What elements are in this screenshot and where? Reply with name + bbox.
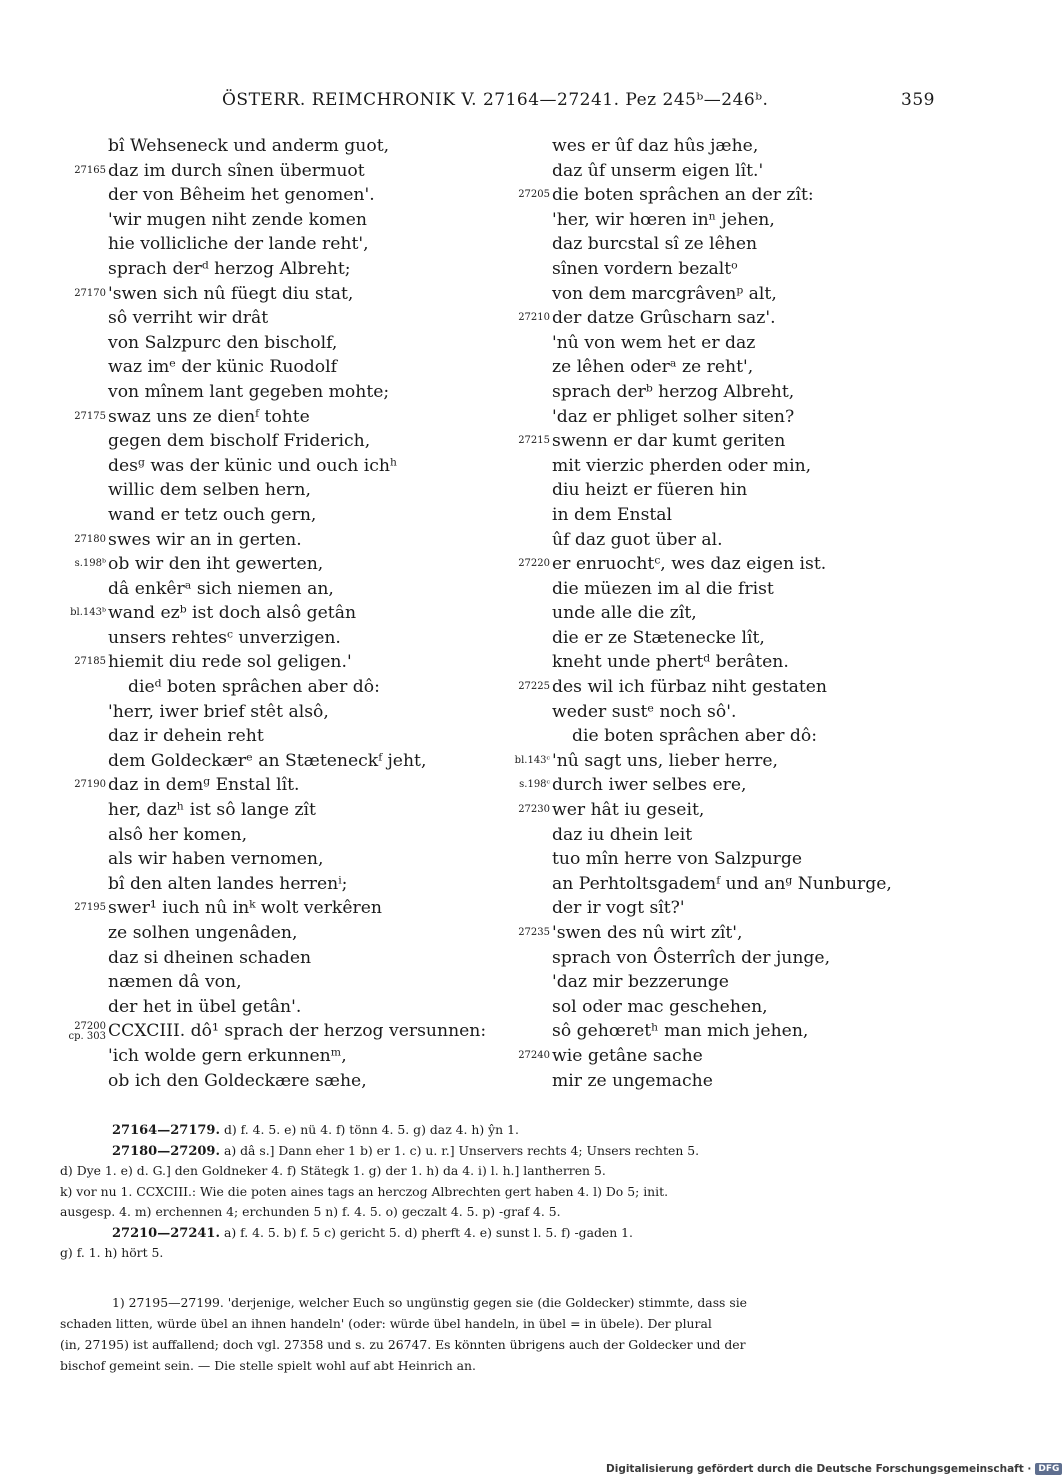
verse-text: wand ezᵇ ist doch alsô getân <box>108 603 357 624</box>
verse-text: an Perhtoltsgademᶠ und anᵍ Nunburge, <box>552 873 892 894</box>
verse-text: die boten sprâchen aber dô: <box>572 726 818 747</box>
verse-line <box>30 306 460 331</box>
verse-line <box>30 528 460 553</box>
verse-line <box>30 872 460 897</box>
verse-line <box>498 503 928 528</box>
verse-text: dieᵈ boten sprâchen aber dô: <box>128 677 380 698</box>
apparatus-text: a) dâ s.] Dann eher 1 b) er 1. c) u. r.] Unservers rechts 4; Unsers rechten 5. <box>223 1142 700 1158</box>
verse-text: ûf daz guot über al. <box>552 529 723 550</box>
verse-line <box>498 577 928 602</box>
funding-text: Digitalisierung gefördert durch die Deutsche Forschungsgemeinschaft · <box>606 1463 1032 1475</box>
verse-text: 'daz er phliget solher siten? <box>552 406 795 427</box>
verse-text: sprach derᵇ herzog Albreht, <box>552 381 795 402</box>
verse-text: sprach derᵈ herzog Albreht; <box>108 258 351 279</box>
verse-text: weder sustᵉ noch sô'. <box>552 701 737 722</box>
verse-text: swes wir an in gerten. <box>108 529 302 550</box>
verse-line <box>30 405 460 430</box>
verse-text: wer hât iu geseit, <box>552 800 705 821</box>
verse-line <box>498 134 928 159</box>
verse-line <box>30 282 460 307</box>
verse-text: næmen dâ von, <box>108 972 242 993</box>
verse-line <box>498 429 928 454</box>
verse-text: 'nû sagt uns, lieber herre, <box>552 750 778 771</box>
verse-text: die boten sprâchen an der zît: <box>552 185 814 206</box>
verse-line <box>498 650 928 675</box>
funding-note <box>606 1463 1060 1481</box>
dfg-logo-icon: DFG <box>1035 1463 1062 1475</box>
verse-line <box>498 552 928 577</box>
verse-text: bî den alten landes herrenⁱ; <box>108 873 348 894</box>
verse-line-number: 27165 <box>74 164 106 176</box>
verse-text: von mînem lant gegeben mohte; <box>108 381 390 402</box>
verse-line-number: 27205 <box>518 189 550 201</box>
apparatus-range-label: 27210—27241. <box>112 1225 220 1241</box>
verse-line <box>498 380 928 405</box>
verse-text: von dem marcgrâvenᵖ alt, <box>552 283 777 304</box>
apparatus-text: k) vor nu 1. CCXCIII.: Wie die poten aines tags an herczog Albrechten gert haben 4. l) Do 5; init. <box>60 1183 669 1199</box>
verse-line-number: 27190 <box>74 779 106 791</box>
verse-text: unde alle die zît, <box>552 603 697 624</box>
verse-line <box>498 675 928 700</box>
verse-line-number: bl.143ᵇ <box>70 607 106 619</box>
verse-line <box>498 232 928 257</box>
footnote <box>60 1292 930 1376</box>
verse-text: hie vollicliche der lande reht', <box>108 234 369 255</box>
verse-text: daz ir dehein reht <box>108 726 264 747</box>
verse-line <box>498 872 928 897</box>
apparatus-text: g) f. 1. h) hört 5. <box>60 1245 164 1260</box>
verse-line-number: 27170 <box>74 287 106 299</box>
verse-line <box>498 1019 928 1044</box>
verse-text: willic dem selben hern, <box>108 480 311 501</box>
verse-text: durch iwer selbes ere, <box>552 775 747 796</box>
verse-text: swenn er dar kumt geriten <box>552 431 786 452</box>
footnote-line: (in, 27195) ist auffallend; doch vgl. 27358 und s. zu 26747. Es könnten übrigens auch der Goldecker und der <box>60 1337 746 1352</box>
verse-line <box>498 454 928 479</box>
verse-text: 'swen des nû wirt zît', <box>552 923 743 943</box>
verse-text: der datze Grûscharn saz'. <box>552 308 776 329</box>
verse-line-number: 27235 <box>518 927 550 938</box>
verse-line <box>30 773 460 798</box>
verse-line-number: 27230 <box>518 804 550 816</box>
verse-text: ze solhen ungenâden, <box>108 923 298 943</box>
verse-text: in dem Enstal <box>552 504 673 525</box>
verse-line-number: 27220 <box>518 558 550 570</box>
verse-line <box>30 355 460 380</box>
verse-text: daz im durch sînen übermuot <box>108 160 365 181</box>
verse-line <box>498 159 928 184</box>
verse-text: er enruochtᶜ, wes daz eigen ist. <box>552 554 827 575</box>
verse-line <box>498 331 928 356</box>
page-number: 359 <box>901 90 935 110</box>
verse-text: swaz uns ze dienᶠ tohte <box>108 406 310 427</box>
verse-line-number: 27240 <box>518 1049 550 1061</box>
verse-text: gegen dem bischolf Friderich, <box>108 431 371 452</box>
verse-line-number: 27215 <box>518 435 550 447</box>
verse-line <box>30 380 460 405</box>
apparatus-line <box>60 1223 930 1244</box>
verse-line <box>498 208 928 233</box>
verse-text: von Salzpurc den bischolf, <box>108 332 338 353</box>
verse-text: der von Bêheim het genomen'. <box>108 185 375 206</box>
verse-text: daz iu dhein leit <box>552 824 693 845</box>
verse-text: hiemit diu rede sol geligen.' <box>108 652 352 673</box>
verse-text: ob ich den Goldeckære sæhe, <box>108 1070 367 1091</box>
verse-line <box>30 577 460 602</box>
apparatus-line <box>60 1120 930 1141</box>
critical-apparatus <box>60 1120 930 1264</box>
verse-line <box>498 282 928 307</box>
verse-text: 'her, wir hœren inⁿ jehen, <box>552 209 775 230</box>
verse-line <box>498 626 928 651</box>
verse-line <box>498 355 928 380</box>
verse-line <box>30 675 460 700</box>
verse-text: her, dazʰ ist sô lange zît <box>108 800 316 821</box>
verse-line <box>30 946 460 971</box>
verse-line <box>30 700 460 725</box>
verse-text: kneht unde phertᵈ berâten. <box>552 652 789 673</box>
verse-line <box>30 429 460 454</box>
verse-text: sô verriht wir drât <box>108 308 269 329</box>
apparatus-text: d) f. 4. 5. e) nü 4. f) tönn 4. 5. g) daz 4. h) ŷn 1. <box>223 1122 519 1137</box>
verse-text: swer¹ iuch nû inᵏ wolt verkêren <box>108 898 382 919</box>
right-verse-column <box>498 134 928 1093</box>
running-header <box>60 90 935 114</box>
verse-line <box>30 1019 487 1044</box>
verse-text: mit vierzic pherden oder min, <box>552 455 812 476</box>
verse-line <box>30 724 460 749</box>
verse-text: daz ûf unserm eigen lît.' <box>552 160 764 181</box>
apparatus-line <box>60 1243 930 1264</box>
verse-line <box>30 1044 460 1069</box>
footnote-line: bischof gemeint sein. — Die stelle spielt wohl auf abt Heinrich an. <box>60 1358 476 1373</box>
verse-text: der het in übel getân'. <box>108 996 302 1017</box>
verse-text: ob wir den iht gewerten, <box>108 554 324 575</box>
verse-line <box>30 749 460 774</box>
verse-text: als wir haben vernomen, <box>108 849 324 870</box>
verse-line <box>30 183 460 208</box>
apparatus-text: ausgesp. 4. m) erchennen 4; erchunden 5 n) f. 4. 5. o) geczalt 4. 5. p) -graf 4. 5. <box>60 1204 561 1219</box>
apparatus-text: a) f. 4. 5. b) f. 5 c) gericht 5. d) pherft 4. e) sunst l. 5. f) -gaden 1. <box>223 1224 633 1240</box>
verse-line <box>498 257 928 282</box>
verse-text: mir ze ungemache <box>552 1070 713 1091</box>
verse-text: wie getâne sache <box>552 1045 703 1066</box>
verse-line <box>498 749 928 774</box>
verse-text: sol oder mac geschehen, <box>552 996 768 1017</box>
verse-text: sprach von Ôsterrîch der junge, <box>552 947 831 968</box>
verse-line <box>30 601 460 626</box>
verse-line <box>30 995 460 1020</box>
verse-text: sînen vordern bezaltᵒ <box>552 258 738 279</box>
verse-text: des wil ich fürbaz niht gestaten <box>552 677 827 698</box>
verse-line <box>30 257 460 282</box>
verse-line <box>30 503 460 528</box>
verse-line <box>30 970 460 995</box>
verse-line <box>498 306 928 331</box>
verse-line <box>30 454 460 479</box>
verse-text: daz in demᵍ Enstal lît. <box>108 775 300 796</box>
verse-text: wand er tetz ouch gern, <box>108 504 317 525</box>
verse-text: waz imᵉ der künic Ruodolf <box>108 357 337 378</box>
verse-line <box>498 724 928 749</box>
verse-line <box>498 896 928 921</box>
verse-line <box>498 405 928 430</box>
verse-text: 'swen sich nû füegt diu stat, <box>108 283 354 304</box>
verse-line-number: 27175 <box>74 410 106 422</box>
verse-line <box>498 995 928 1020</box>
verse-text: 'nû von wem het er daz <box>552 332 756 353</box>
verse-text: ze lêhen oderᵃ ze reht', <box>552 357 754 378</box>
verse-line <box>498 528 928 553</box>
verse-text: sô gehœretʰ man mich jehen, <box>552 1021 809 1042</box>
verse-line-number: 27180 <box>74 533 106 545</box>
verse-text: 'daz mir bezzerunge <box>552 972 729 993</box>
apparatus-line <box>60 1141 930 1162</box>
verse-line <box>30 798 460 823</box>
verse-line <box>30 1069 460 1094</box>
verse-text: 'wir mugen niht zende komen <box>108 209 367 230</box>
verse-line <box>30 134 460 159</box>
apparatus-line <box>60 1182 930 1203</box>
verse-text: desᵍ was der künic und ouch ichʰ <box>108 455 398 476</box>
verse-line-number: 27210 <box>518 312 550 324</box>
apparatus-range-label: 27180—27209. <box>112 1143 220 1159</box>
verse-text: 'ich wolde gern erkunnenᵐ, <box>108 1045 347 1066</box>
verse-line <box>498 847 928 872</box>
verse-text: diu heizt er füeren hin <box>552 480 748 501</box>
verse-line-number: 27225 <box>518 681 550 693</box>
verse-line <box>498 823 928 848</box>
verse-text: dâ enkêrᵃ sich niemen an, <box>108 578 334 599</box>
verse-line-number: s.198ᵇ <box>74 558 106 570</box>
verse-line <box>30 823 460 848</box>
verse-line <box>30 847 460 872</box>
verse-text: dem Goldeckærᵉ an Stæteneckᶠ jeht, <box>108 750 427 771</box>
verse-text: tuo mîn herre von Salzpurge <box>552 849 803 870</box>
verse-text: unsers rehtesᶜ unverzigen. <box>108 627 341 648</box>
running-title: ÖSTERR. REIMCHRONIK V. 27164—27241. Pez 245ᵇ—246ᵇ. <box>222 90 769 110</box>
left-verse-column <box>30 134 487 1093</box>
verse-line <box>498 946 928 971</box>
verse-text: bî Wehseneck und anderm guot, <box>108 136 390 156</box>
verse-line <box>30 478 460 503</box>
verse-line <box>498 1044 928 1069</box>
verse-line <box>30 921 460 946</box>
apparatus-text: d) Dye 1. e) d. G.] den Goldneker 4. f) Stätegk 1. g) der 1. h) da 4. i) l. h.] lantherren 5. <box>60 1163 606 1178</box>
verse-line <box>498 921 928 946</box>
verse-line <box>30 232 460 257</box>
verse-line <box>30 650 460 675</box>
verse-line <box>30 159 460 184</box>
verse-line <box>498 183 928 208</box>
verse-text: alsô her komen, <box>108 824 248 845</box>
apparatus-line <box>60 1161 930 1182</box>
footnote-line: 1) 27195—27199. 'derjenige, welcher Euch so ungünstig gegen sie (die Goldecker) stimmte, dass sie <box>112 1295 748 1310</box>
verse-text: CCXCIII. dô¹ sprach der herzog versunnen: <box>108 1021 487 1042</box>
verse-line <box>498 798 928 823</box>
apparatus-range-label: 27164—27179. <box>112 1123 220 1138</box>
verse-text: die müezen im al die frist <box>552 578 774 599</box>
verse-text: daz burcstal sî ze lêhen <box>552 234 758 255</box>
verse-text: wes er ûf daz hûs jæhe, <box>552 136 759 156</box>
verse-line <box>30 626 460 651</box>
verse-line <box>30 331 460 356</box>
verse-line-number: s.198ᶜ <box>519 779 550 791</box>
verse-line <box>498 478 928 503</box>
verse-line-number: 27195 <box>74 902 106 914</box>
verse-line <box>498 601 928 626</box>
verse-line-number: bl.143ᶜ <box>514 754 550 766</box>
verse-line <box>30 208 460 233</box>
verse-line <box>498 773 928 798</box>
verse-text: 'herr, iwer brief stêt alsô, <box>108 701 329 722</box>
verse-text: daz si dheinen schaden <box>108 947 312 968</box>
verse-line-number: 27200 cp. 303 <box>68 1021 106 1042</box>
footnote-line: schaden litten, würde übel an ihnen handeln' (oder: würde übel handeln, in übel = in übele). Der plural <box>60 1316 712 1331</box>
verse-line <box>498 700 928 725</box>
apparatus-line <box>60 1202 930 1223</box>
verse-line <box>498 970 928 995</box>
verse-text: der ir vogt sît?' <box>552 898 685 919</box>
verse-line <box>30 896 460 921</box>
verse-line-number: 27185 <box>74 656 106 668</box>
verse-line <box>498 1069 928 1094</box>
verse-text: die er ze Stætenecke lît, <box>552 627 765 648</box>
verse-line <box>30 552 460 577</box>
